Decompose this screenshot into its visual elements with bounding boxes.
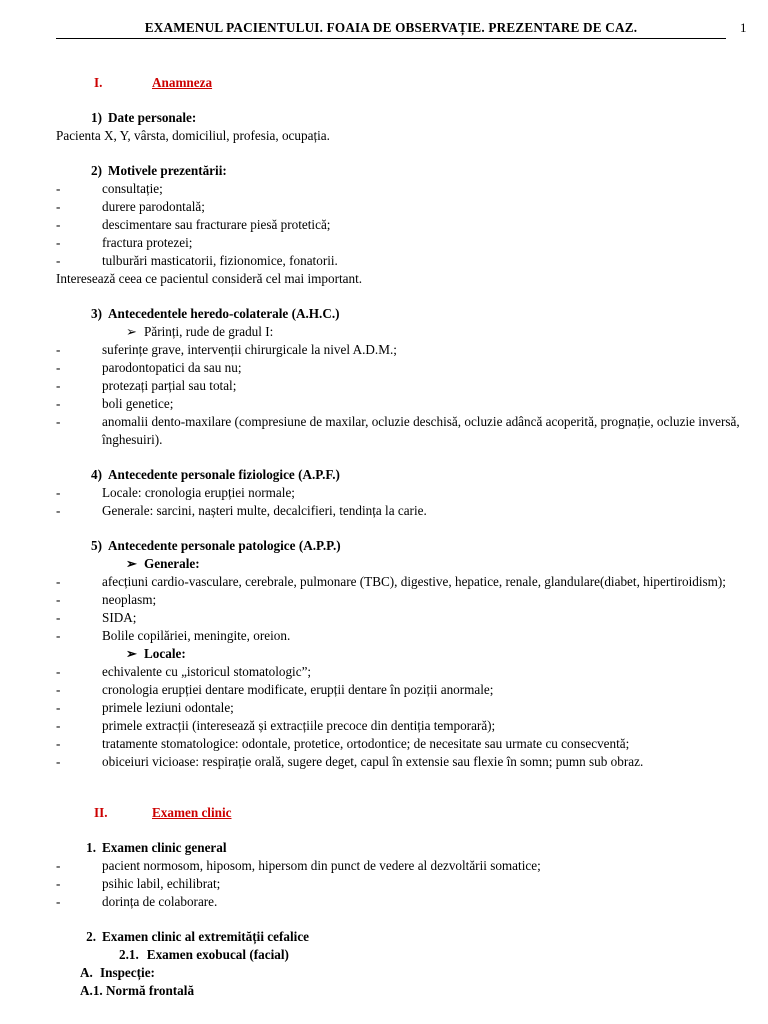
list-item-text: echivalente cu „istoricul stomatologic”; [102,664,312,679]
dash-bullet: - [56,199,61,214]
subheading-title: Date personale: [108,110,197,125]
list-item-text: psihic labil, echilibrat; [102,876,221,891]
list-item-text: cronologia erupției dentare modificate, erupții dentare în poziții anormale; [102,682,494,697]
list-item [56,717,746,735]
arrow-item-text: Locale: [144,646,186,661]
dash-bullet: - [56,378,61,393]
arrow-bullet-icon: ➢ [126,556,138,571]
subheading-title: Examen exobucal (facial) [146,947,289,962]
dash-bullet: - [56,592,61,607]
list-item-text: anomalii dento-maxilare (compresiune de maxilar, ocluzie deschisă, ocluzie adâncă acoperită, prognație, ocluzie inversă, înghesuiri). [102,414,740,447]
dash-bullet: - [56,181,61,196]
dash-bullet: - [56,217,61,232]
dash-bullet: - [56,396,61,411]
list-item-text: tulburări masticatorii, fizionomice, fonatorii. [102,253,338,268]
list-item-text: protezați parțial sau total; [102,378,237,393]
list-item [56,875,746,893]
subheading-number: 2.1. [119,947,139,962]
dash-bullet: - [56,235,61,250]
arrow-bullet-icon: ➢ [126,324,138,339]
list-item-text: descimentare sau fracturare piesă protetică; [102,217,331,232]
subheading-examen-cefalic [56,928,746,946]
list-item [56,198,746,216]
dash-bullet: - [56,610,61,625]
dash-bullet: - [56,574,61,589]
subheading-number: 1. [86,840,96,855]
list-item [56,893,746,911]
dash-bullet: - [56,664,61,679]
subheading-number: 5) [91,538,102,553]
subheading-apf [56,466,746,484]
list-item [56,699,746,717]
subheading-inspectie [56,964,746,982]
subheading-number: 1) [91,110,102,125]
subheading-number: A. [80,965,93,980]
subheading-examen-general [56,839,746,857]
dash-bullet: - [56,858,61,873]
paragraph: Pacienta X, Y, vârsta, domiciliul, profesia, ocupația. [56,128,330,143]
list-item-text: parodontopatici da sau nu; [102,360,242,375]
list-item-text: afecțiuni cardio-vasculare, cerebrale, pulmonare (TBC), digestive, hepatice, renale, glandulare(diabet, hipertiroidism); [102,574,726,589]
arrow-item-text: Părinți, rude de gradul I: [144,324,274,339]
list-item-text: Bolile copilăriei, meningite, oreion. [102,628,291,643]
list-item [56,591,746,609]
subheading-number: 3) [91,306,102,321]
list-item [56,573,746,591]
section-heading-anamneza [56,74,746,92]
subheading-app [56,537,746,555]
section-number: I. [94,75,103,90]
dash-bullet: - [56,414,61,429]
list-item-text: obiceiuri vicioase: respirație orală, sugere deget, capul în extensie sau flexie în somn; pumn sub obraz. [102,754,644,769]
subheading-date-personale [56,109,746,127]
list-item-text: primele extracții (interesează și extracțiile precoce din dentiția temporară); [102,718,496,733]
subheading-number: 4) [91,467,102,482]
dash-bullet: - [56,754,61,769]
list-item [56,627,746,645]
subheading-title: Examen clinic al extremității cefalice [102,929,310,944]
dash-bullet: - [56,700,61,715]
list-item [56,753,746,771]
dash-bullet: - [56,894,61,909]
list-item [56,681,746,699]
list-item [56,663,746,681]
dash-bullet: - [56,682,61,697]
subheading-examen-exobucal [56,946,746,964]
arrow-bullet-icon: ➢ [126,646,138,661]
dash-bullet: - [56,628,61,643]
dash-bullet: - [56,485,61,500]
list-item-text: tratamente stomatologice: odontale, protetice, ortodontice; de necesitate sau urmate cu consecventă; [102,736,630,751]
list-item [56,484,746,502]
list-item-text: Locale: cronologia erupției normale; [102,485,295,500]
list-item [56,341,746,359]
subheading-title: Antecedentele heredo-colaterale (A.H.C.) [108,306,340,321]
dash-bullet: - [56,342,61,357]
section-title: Examen clinic [152,805,232,820]
dash-bullet: - [56,503,61,518]
dash-bullet: - [56,876,61,891]
list-item [56,502,746,520]
dash-bullet: - [56,360,61,375]
arrow-item-locale [56,645,746,663]
subheading-ahc [56,305,746,323]
section-heading-examen-clinic [56,804,746,822]
list-item [56,609,746,627]
document-body [56,74,746,1000]
list-item [56,735,746,753]
section-number: II. [94,805,108,820]
subheading-title: Antecedente personale patologice (A.P.P.) [108,538,341,553]
subheading-norma-frontala: A.1. Normă frontală [80,983,195,998]
list-item-text: durere parodontală; [102,199,205,214]
list-item [56,216,746,234]
list-item-text: neoplasm; [102,592,157,607]
list-item [56,413,746,449]
subheading-title: Antecedente personale fiziologice (A.P.F.) [108,467,340,482]
list-item-text: SIDA; [102,610,137,625]
arrow-item-generale [56,555,746,573]
page-number: 1 [740,20,747,35]
list-item [56,234,746,252]
dash-bullet: - [56,736,61,751]
subheading-motive [56,162,746,180]
subheading-title: Motivele prezentării: [108,163,227,178]
arrow-item-text: Generale: [144,556,200,571]
paragraph: Interesează ceea ce pacientul consideră cel mai important. [56,271,363,286]
subheading-number: 2. [86,929,96,944]
section-title: Anamneza [152,75,213,90]
list-item [56,857,746,875]
dash-bullet: - [56,253,61,268]
subheading-title: Inspecție: [100,965,155,980]
list-item-text: fractura protezei; [102,235,193,250]
subheading-number: 2) [91,163,102,178]
list-item [56,252,746,270]
page-header-title: EXAMENUL PACIENTULUI. FOAIA DE OBSERVAȚIE. PREZENTARE DE CAZ. [56,18,726,39]
list-item-text: primele leziuni odontale; [102,700,234,715]
arrow-item [56,323,746,341]
list-item [56,395,746,413]
list-item-text: pacient normosom, hiposom, hipersom din punct de vedere al dezvoltării somatice; [102,858,541,873]
list-item-text: dorința de colaborare. [102,894,218,909]
list-item-text: consultație; [102,181,163,196]
list-item [56,359,746,377]
list-item [56,180,746,198]
dash-bullet: - [56,718,61,733]
list-item [56,377,746,395]
subheading-title: Examen clinic general [102,840,227,855]
list-item-text: Generale: sarcini, nașteri multe, decalcifieri, tendința la carie. [102,503,427,518]
list-item-text: suferințe grave, intervenții chirurgicale la nivel A.D.M.; [102,342,397,357]
list-item-text: boli genetice; [102,396,174,411]
